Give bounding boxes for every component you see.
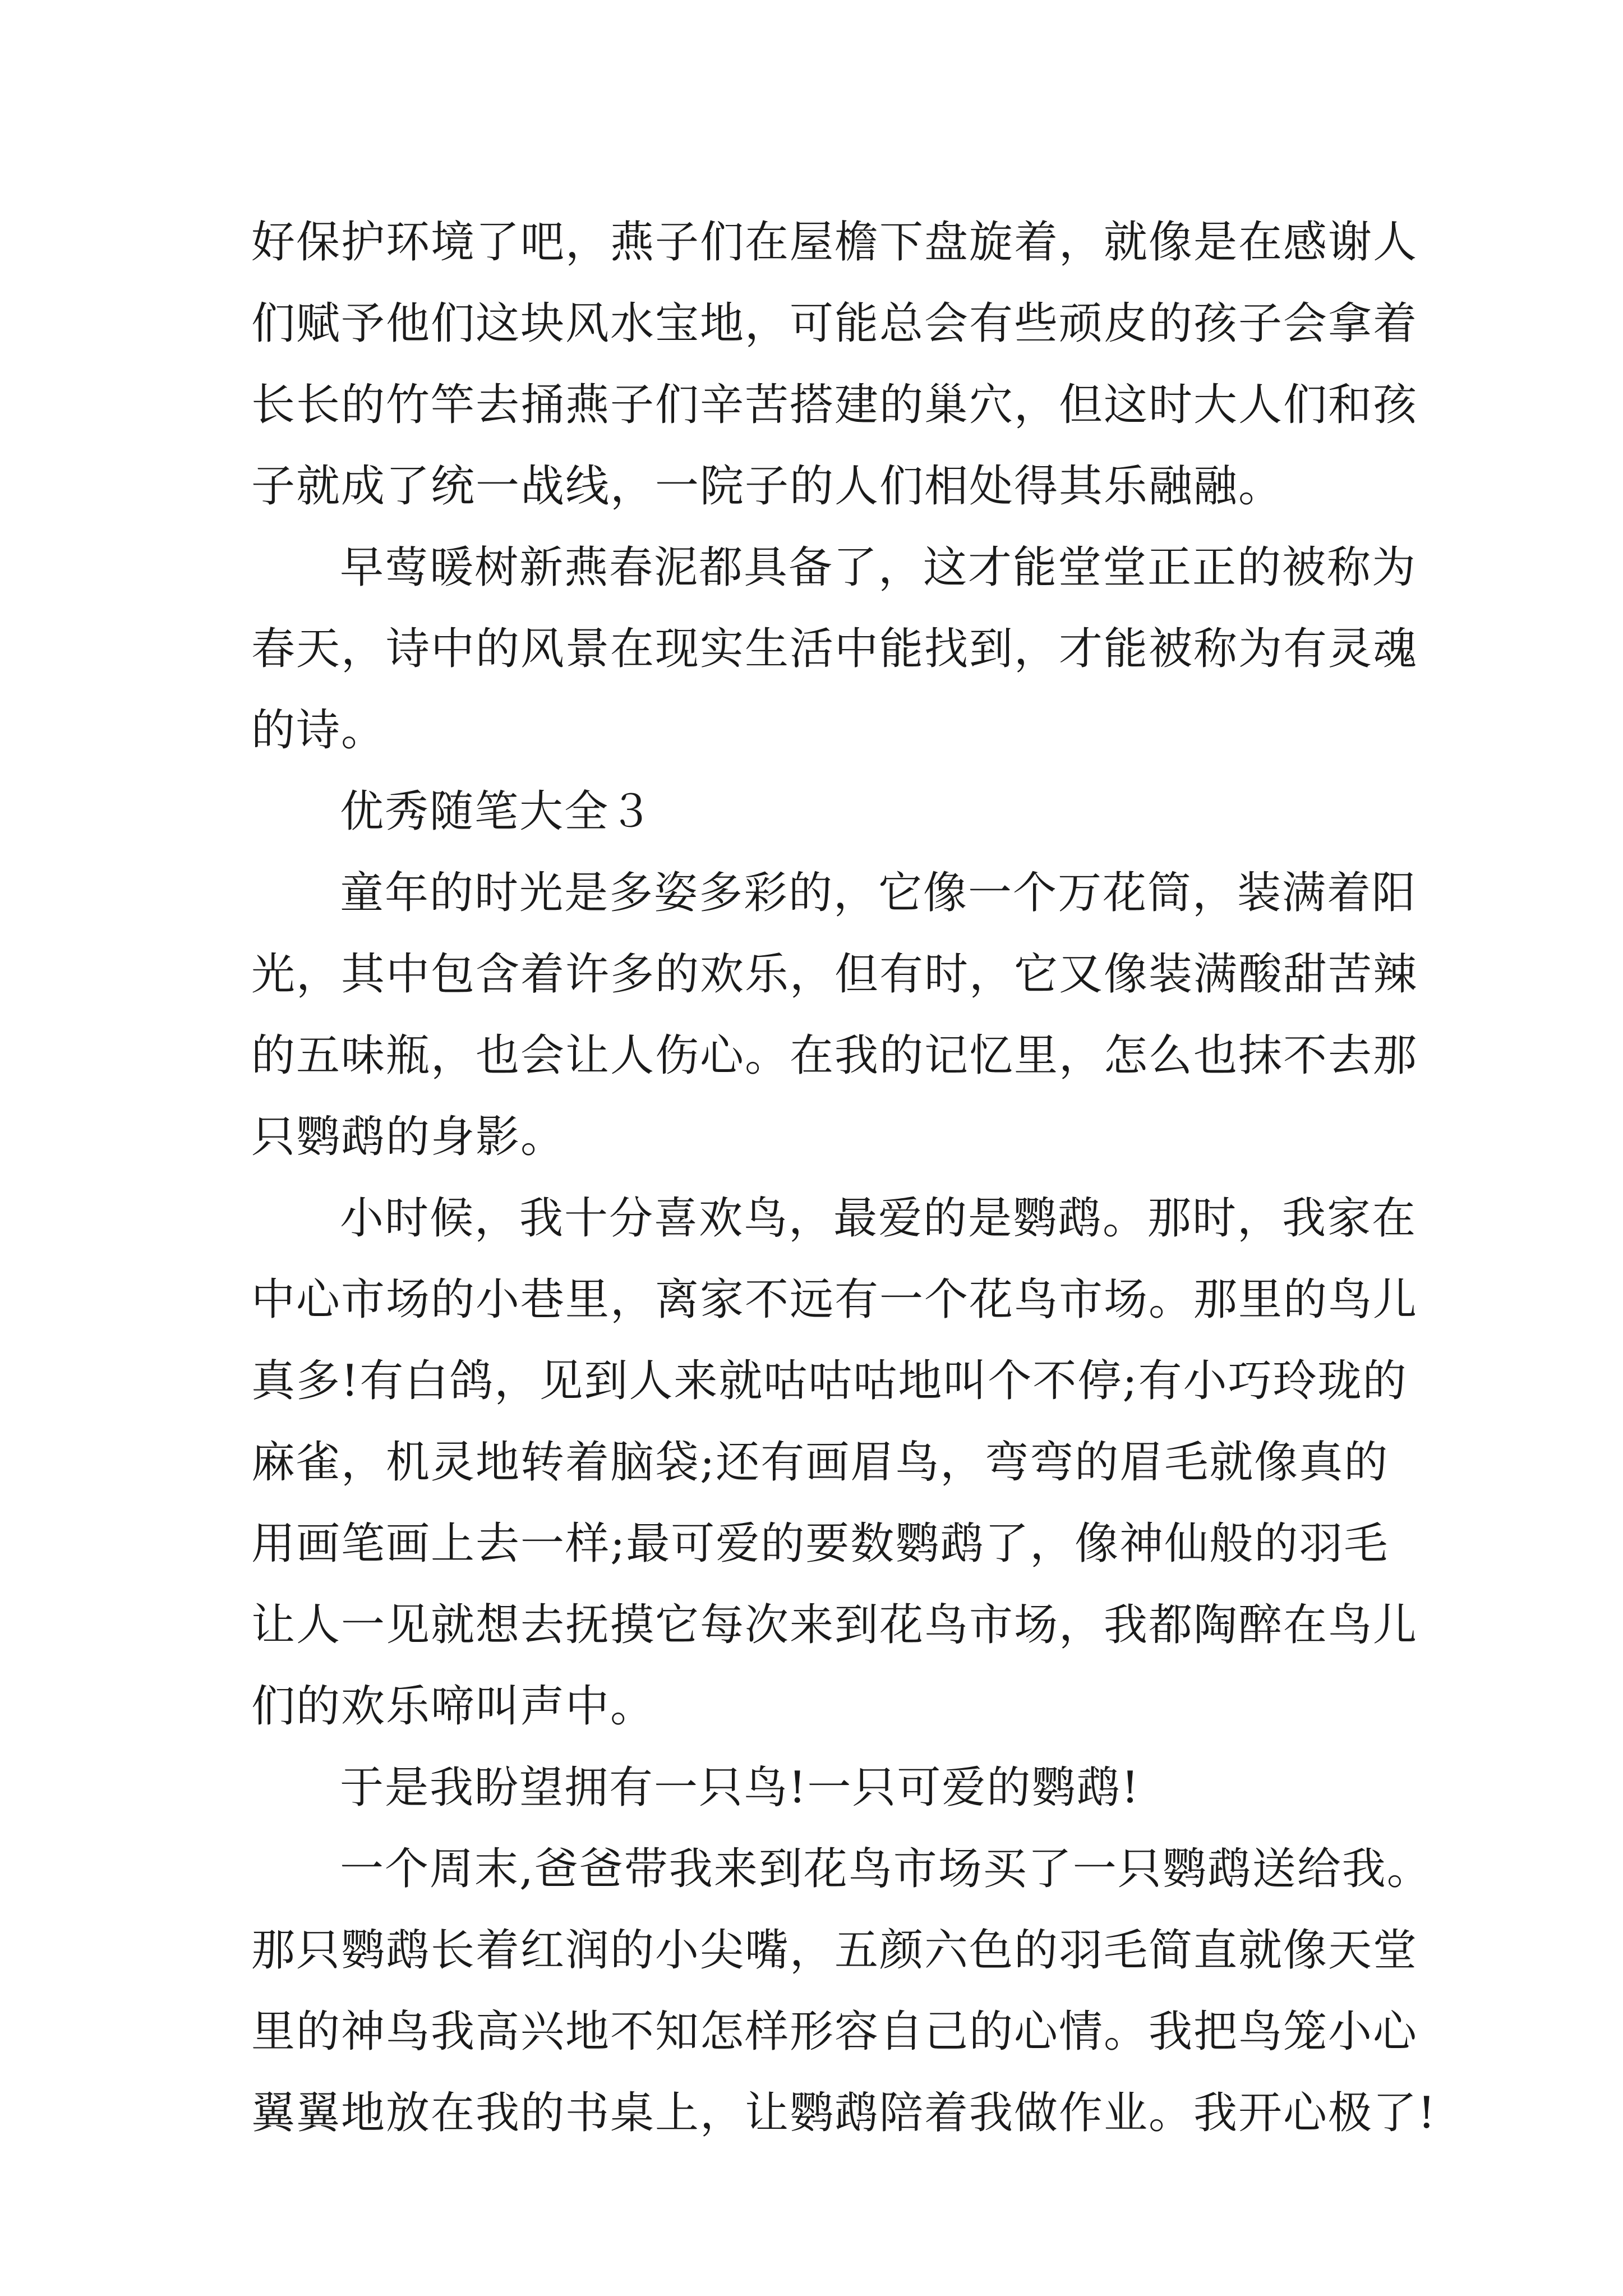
text-line: 好保护环境了吧，燕子们在屋檐下盘旋着，就像是在感谢人 (251, 217, 1418, 268)
text-line: 子就成了统一战线，一院子的人们相处得其乐融融。 (251, 461, 1284, 512)
text-line: 于是我盼望拥有一只鸟!一只可爱的鹦鹉! (340, 1763, 1140, 1813)
paragraph (251, 771, 1384, 853)
paragraph (251, 527, 1418, 771)
body-text (251, 202, 1437, 2154)
text-line: 用画笔画上去一样;最可爱的要数鹦鹉了，像神仙般的羽毛 (251, 1519, 1389, 1569)
paragraph (251, 853, 1418, 1178)
text-line: 只鹦鹉的身影。 (251, 1112, 566, 1162)
text-line: 一个周末,爸爸带我来到花鸟市场买了一只鹦鹉送给我。 (340, 1844, 1432, 1894)
text-line: 翼翼地放在我的书桌上，让鹦鹉陪着我做作业。我开心极了! (251, 2088, 1437, 2138)
text-line: 的五味瓶，也会让人伤心。在我的记忆里，怎么也抹不去那 (251, 1030, 1418, 1081)
text-line: 小时候，我十分喜欢鸟，最爱的是鹦鹉。那时，我家在 (340, 1193, 1417, 1244)
text-line: 优秀随笔大全３ (340, 786, 654, 837)
text-line: 里的神鸟我高兴地不知怎样形容自己的心情。我把鸟笼小心 (251, 2007, 1418, 2057)
text-line: 的诗。 (251, 705, 386, 756)
text-line: 们的欢乐啼叫声中。 (251, 1681, 656, 1732)
text-line: 早莺暖树新燕春泥都具备了，这才能堂堂正正的被称为 (340, 542, 1417, 593)
paragraph (251, 1829, 1437, 2154)
text-line: 春天，诗中的风景在现实生活中能找到，才能被称为有灵魂 (251, 624, 1418, 674)
text-line: 童年的时光是多姿多彩的，它像一个万花筒，装满着阳 (340, 868, 1417, 918)
text-line: 光，其中包含着许多的欢乐，但有时，它又像装满酸甜苦辣 (251, 949, 1418, 1000)
text-line: 长长的竹竿去捅燕子们辛苦搭建的巢穴，但这时大人们和孩 (251, 380, 1418, 430)
paragraph (251, 202, 1418, 527)
text-line: 们赋予他们这块风水宝地，可能总会有些顽皮的孩子会拿着 (251, 298, 1418, 349)
text-line: 真多!有白鸽，见到人来就咕咕咕地叫个不停;有小巧玲珑的 (251, 1356, 1408, 1406)
text-line: 麻雀，机灵地转着脑袋;还有画眉鸟，弯弯的眉毛就像真的 (251, 1437, 1389, 1488)
paragraph (251, 1747, 1384, 1829)
text-line: 让人一见就想去抚摸它每次来到花鸟市场，我都陶醉在鸟儿 (251, 1600, 1418, 1650)
text-line: 中心市场的小巷里，离家不远有一个花鸟市场。那里的鸟儿 (251, 1274, 1418, 1325)
paragraph (251, 1178, 1418, 1747)
text-line: 那只鹦鹉长着红润的小尖嘴，五颜六色的羽毛简直就像天堂 (251, 1925, 1418, 1976)
